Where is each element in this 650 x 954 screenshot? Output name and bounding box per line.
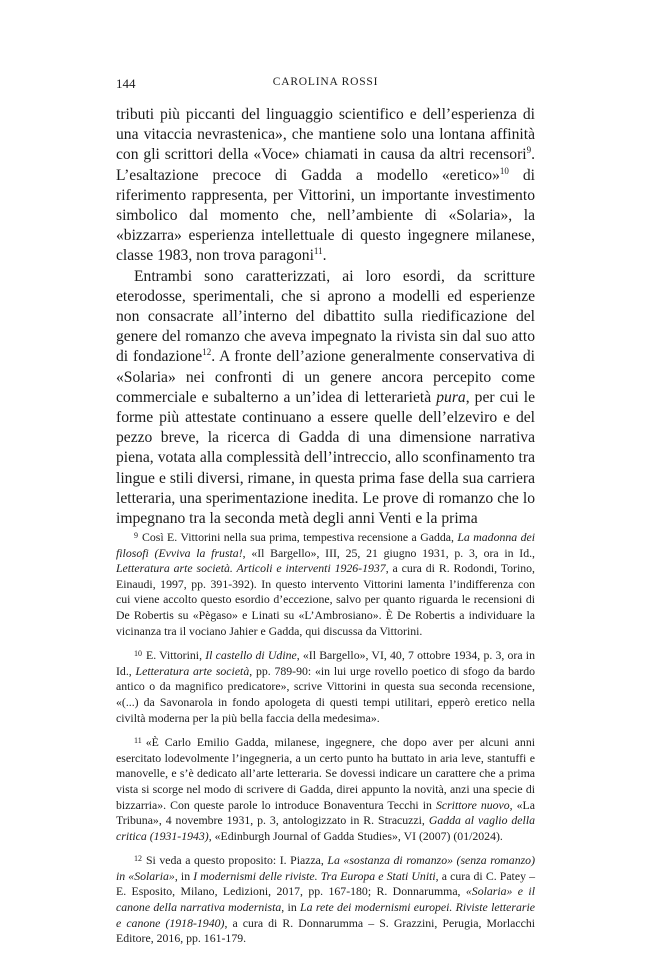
- footnote-title: La «sostanza di romanzo» (senza romanzo) in «Solaria»: [116, 853, 536, 883]
- footnote-title: Il castello di Udine: [205, 648, 297, 663]
- footnote-ref[interactable]: 11: [313, 246, 323, 257]
- footnote-text: , «La Tribuna», 4 novembre 1931, p. 3, antologizzato in R. Stracuzzi,: [116, 797, 535, 828]
- paragraph-text: . L’esaltazione precoce di Gadda a modello «eretico»: [116, 146, 535, 184]
- footnote-ref[interactable]: 12: [202, 347, 212, 358]
- footnote-text: Si veda a questo proposito: I. Piazza,: [146, 853, 328, 868]
- page-number: 144: [116, 76, 136, 91]
- footnote-number: 11: [134, 736, 142, 746]
- footnote-12: [116, 851, 535, 947]
- footnote-title: «Solaria» e il canone della narrativa modernista: [116, 884, 535, 915]
- footnote-text: Così E. Vittorini nella sua prima, tempestiva recensione a Gadda,: [142, 530, 458, 544]
- paragraph-text: .: [322, 247, 327, 265]
- footnote-text: , a cura di R. Donnarumma – S. Grazzini, Perugia, Morlacchi Editore, 2016, pp. 161-179.: [116, 915, 535, 946]
- footnote-ref[interactable]: 10: [499, 165, 509, 176]
- footnote-9: [116, 528, 535, 639]
- footnote-ref[interactable]: 9: [526, 145, 532, 156]
- main-text: [116, 105, 535, 529]
- paragraph-text: Entrambi sono caratterizzati, ai loro esordi, da scritture eterodosse, sperimentali, che si aprono a modelli ed esperienze non consacrate all’interno del dibattito sulla riedificazione del genere del romanzo che aveva impegnato la rivista sin dal suo atto di fondazione: [116, 267, 535, 366]
- footnote-title: Gadda al vaglio della critica (1931-1943): [116, 813, 535, 843]
- footnote-text: , «Il Bargello», III, 25, 21 giugno 1931, p. 3, ora in Id.,: [242, 545, 536, 560]
- paragraph-text: , per cui le forme più attestate continuano a essere quelle dell’elzeviro e del pezzo breve, la ricerca di Gadda di una dimensione narrativa piena, votata alla complessità dell’intreccio, allo sconfinamento tra lingue e stili diversi, rimane, in questa prima fase della sua carriera letteraria, una sperimentazione inedita. Le prove di romanzo che lo impegnano tra la seconda metà degli anni Venti e la prima: [116, 388, 535, 528]
- footnote-title: La madonna dei filosofi (Evviva la frusta!: [116, 530, 536, 560]
- footnote-text: , «Edinburgh Journal of Gadda Studies», VI (2007) (01/2024).: [208, 828, 503, 843]
- footnote-text: , in: [174, 868, 194, 883]
- running-title: CAROLINA ROSSI: [272, 76, 379, 88]
- footnote-number: 10: [134, 649, 142, 659]
- footnote-text: , a cura di R. Rodondi, Torino, Einaudi, 1997, pp. 391-392). In questo intervento Vittorini lamenta l’indifferenza con cui viene accolto questo esordio d’eccezione, salvo per quanto riguarda le recensioni di De Robertis su «Pègaso» e Linati su «L’Ambrosiano». È De Robertis a individuare la vicinanza tra il vociano Jahier e Gadda, qui discussa da Vittorini.: [116, 561, 535, 638]
- footnotes: [116, 528, 535, 954]
- footnote-text: , in: [281, 900, 301, 915]
- footnote-11: [116, 733, 535, 844]
- footnote-text: , pp. 789-90: «in lui urge rovello poetico di sfogo da bardo antico o da magnifico predicatore», scrive Vittorini in questa sua seconda recensione, «(...) da Savonarola in fondo apologeta di questi tempi utilitari, epperò eretico nella civiltà moderna per la più bella faccia della medesima».: [116, 663, 535, 725]
- footnote-title: I modernismi delle riviste. Tra Europa e Stati Uniti: [193, 868, 436, 883]
- footnote-number: 12: [134, 854, 142, 864]
- paragraph-2: [116, 267, 535, 530]
- footnote-title: Letteratura arte società: [135, 663, 250, 678]
- paragraph-1: [116, 105, 535, 267]
- paragraph-text: di riferimento rappresenta, per Vittorini, un importante investimento simbolico dal momento che, nell’ambiente di «Solaria», la «bizzarra» esperienza intellettuale di questo ingegnere milanese, classe 1983, non trova paragoni: [116, 166, 536, 265]
- footnote-text: , «Il Bargello», VI, 40, 7 ottobre 1934, p. 3, ora in Id.,: [116, 648, 535, 678]
- paragraph-text: . A fronte dell’azione generalmente conservativa di «Solaria» nei confronti di un genere ancora percepito come commerciale e subalterno a un’idea di letterarietà: [116, 348, 535, 406]
- footnote-text: , a cura di C. Patey – E. Esposito, Milano, Ledizioni, 2017, pp. 167-180; R. Donnarumma,: [116, 868, 535, 899]
- footnote-text: E. Vittorini,: [146, 648, 206, 663]
- footnote-number: 9: [134, 531, 138, 540]
- footnote-text: «È Carlo Emilio Gadda, milanese, ingegnere, che dopo aver per alcuni anni esercitato lodevolmente l’ingegneria, a un certo punto ha buttato in aria leve, stantuffi e manovelle, e s’è dedicato all’arte letteraria. Se dovessi indicare un carattere che a prima vista si scorge nel modo di scrivere di Gadda, direi appunto la novità, anzi una specie di bizzarria». Con queste parole lo introduce Bonaventura Tecchi in: [116, 735, 535, 812]
- emphasis: pura: [436, 388, 466, 406]
- page-header: [116, 76, 535, 92]
- footnote-10: [116, 646, 535, 726]
- footnote-title: Scrittore nuovo: [435, 797, 510, 812]
- footnote-title: Letteratura arte società. Articoli e interventi 1926-1937: [116, 561, 386, 576]
- paragraph-text: tributi più piccanti del linguaggio scientifico e dell’esperienza di una vitaccia nevrastenica», che mantiene solo una lontana affinità con gli scrittori della «Voce» chiamati in causa da altri recensori: [116, 106, 535, 164]
- footnote-title: La rete dei modernismi europei. Riviste letterarie e canone (1918-1940): [116, 900, 535, 930]
